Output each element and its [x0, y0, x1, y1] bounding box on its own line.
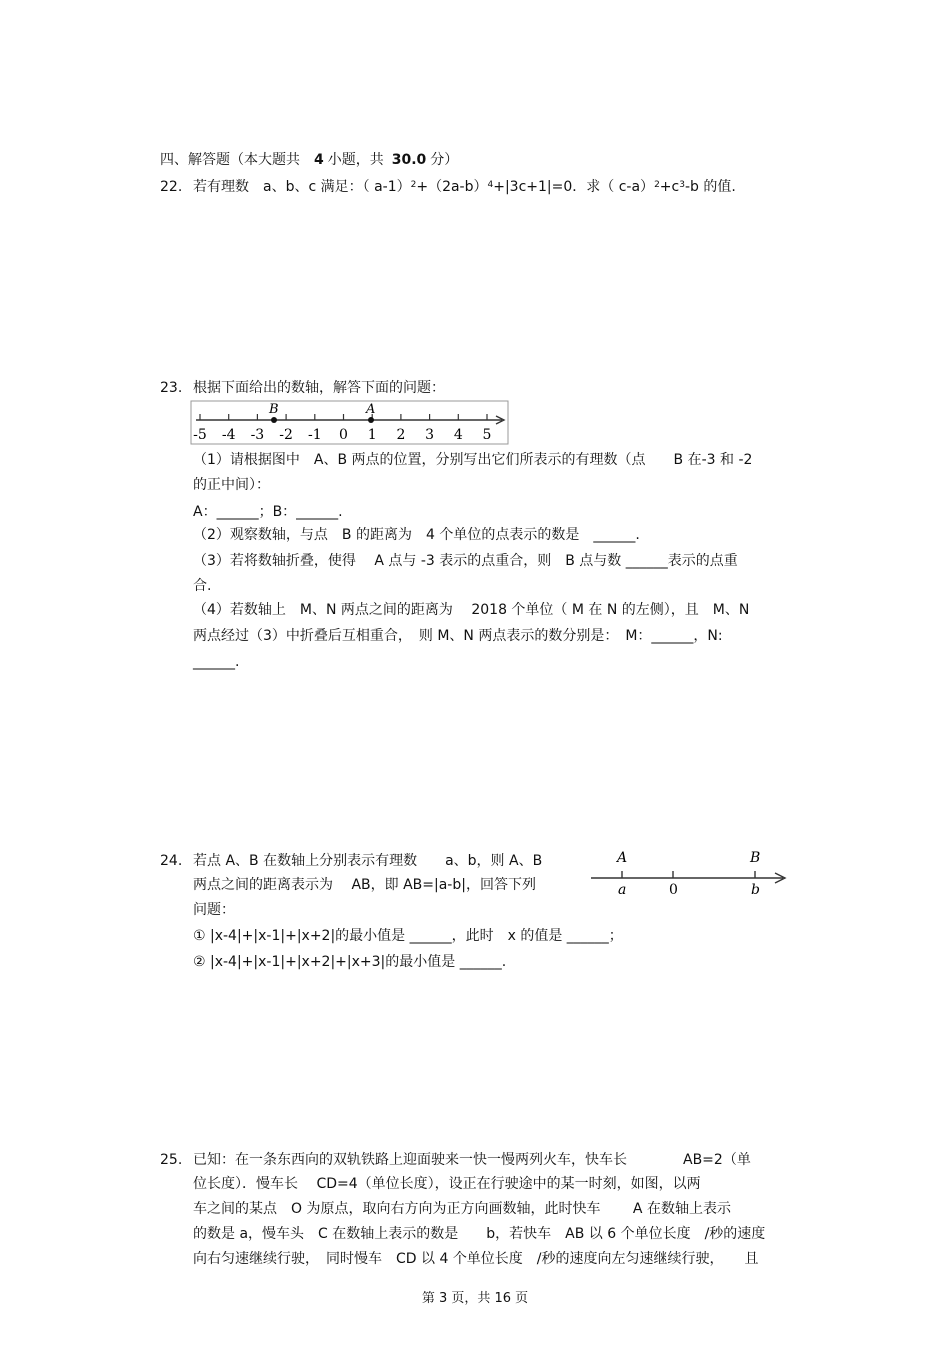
axis-tick-label: 3 [425, 427, 435, 443]
page-footer: 第 3 页，共 16 页 [421, 1291, 529, 1306]
q25-line-2: 位长度）．慢车长 CD=4（单位长度），设正在行驶途中的某一时刻，如图，以两 [193, 1176, 701, 1192]
axis-tick-label: -4 [221, 427, 236, 443]
q23-line-4: （2）观察数轴，与点 B 的距离为 4 个单位的点表示的数是 ______. [193, 527, 640, 543]
axis-tick-label: -2 [279, 427, 293, 443]
q23-line-1: （1）请根据图中 A、B 两点的位置，分别写出它们所表示的有理数（点 B 在-3 和 -2 [193, 452, 753, 468]
question-number: 25. [160, 1152, 183, 1168]
question-22-text: 若有理数 a、b、c 满足：（ $a-1)^2+(2a-b)^4+|3c+1|=0$．求（ $c-a)^2+c^3-b$ 的值. [193, 179, 736, 195]
point-b-dot [271, 417, 277, 423]
q25-line-4: 的数是 a，慢车头 C 在数轴上表示的数是 b，若快车 AB 以 6 个单位长度 /秒的速度 [193, 1226, 766, 1242]
q25-line-3: 车之间的某点 O 为原点，取向右方向为正方向画数轴，此时快车 A 在数轴上表示 [193, 1201, 731, 1217]
q24-line-1: 若点 A、B 在数轴上分别表示有理数 a、b，则 A、B [193, 853, 543, 869]
q23-line-8: 两点经过（3）中折叠后互相重合， 则 M、N 两点表示的数分别是： M：______，N: [193, 628, 723, 644]
question-number: 22. [160, 179, 183, 195]
axis-tick-label: 1 [367, 427, 377, 443]
question-23-title: 根据下面给出的数轴，解答下面的问题： [193, 380, 445, 396]
section-heading: 四、解答题（本大题共 4 小题，共 30.0 分） [160, 152, 459, 168]
q24-line-3: 问题： [193, 902, 235, 918]
q23-line-5: （3）若将数轴折叠，使得 A 点与 -3 表示的点重合，则 B 点与数 ______表示的点重 [193, 553, 738, 569]
question-number: 24. [160, 853, 183, 869]
axis-tick-label: 5 [482, 427, 492, 443]
fig-b-upper-label: B [750, 850, 761, 866]
fig-zero-label: 0 [669, 882, 678, 898]
q25-line-5: 向右匀速继续行驶， 同时慢车 CD 以 4 个单位长度 /秒的速度向左匀速继续行驶， 且 [193, 1251, 759, 1267]
axis-tick-label: -1 [307, 427, 322, 443]
q25-line-1: 已知：在一条东西向的双轨铁路上迎面驶来一快一慢两列火车，快车长 AB=2（单 [193, 1152, 751, 1168]
q24-line-5: ② |x-4|+|x-1|+|x+2|+|x+3|的最小值是 ______. [193, 954, 507, 970]
axis-tick-label: 4 [453, 427, 463, 443]
point-a-dot [368, 417, 374, 423]
point-b-label: B [269, 402, 279, 417]
axis-tick-label: 2 [396, 427, 406, 443]
number-line-figure [190, 400, 510, 446]
q23-line-9: ______. [193, 654, 240, 670]
axis-tick-label: -5 [193, 427, 207, 443]
q23-line-2: 的正中间）： [193, 477, 270, 493]
fig-a-lower-label: a [618, 882, 627, 898]
q23-line-7: （4）若数轴上 M、N 两点之间的距离为 2018 个单位（ M 在 N 的左侧），且 M、N [193, 602, 750, 618]
fig-b-lower-label: b [751, 882, 760, 898]
point-a-label: A [366, 402, 376, 417]
axis-tick-label: 0 [339, 427, 348, 443]
fig-a-upper-label: A [617, 850, 628, 866]
q24-line-2: 两点之间的距离表示为 AB，即 AB=|a-b|，回答下列 [193, 877, 536, 893]
axis-tick-label: -3 [250, 427, 265, 443]
ab-number-line-figure [585, 848, 795, 898]
q23-line-3: A：______；B：______. [193, 504, 343, 520]
question-number: 23. [160, 380, 183, 396]
q23-line-6: 合. [193, 578, 212, 594]
q24-line-4: ① |x-4|+|x-1|+|x+2|的最小值是 ______，此时 x 的值是 ______； [193, 928, 623, 944]
